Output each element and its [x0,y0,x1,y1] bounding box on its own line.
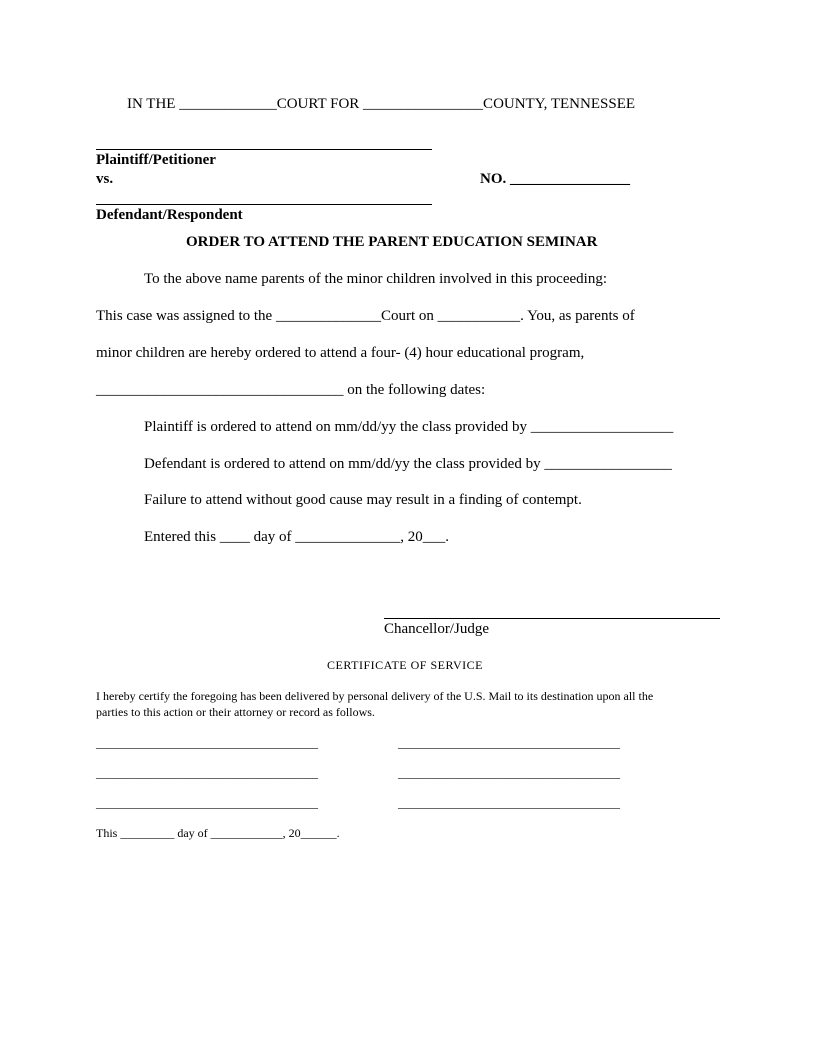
service-blank-right: _____________________________________ [398,766,620,780]
plaintiff-signature-rule [96,149,432,150]
judge-signature-label: Chancellor/Judge [384,621,489,637]
service-blank-left: _____________________________________ [96,766,318,780]
court-header-line: IN THE _____________COURT FOR ________________COUNTY, TENNESSEE [127,96,636,112]
order-title: ORDER TO ATTEND THE PARENT EDUCATION SEMINAR [186,234,598,250]
defendant-label: Defendant/Respondent [96,207,243,223]
service-blank-right: _____________________________________ [398,736,620,750]
order-line-program: minor children are hereby ordered to attend a four- (4) hour educational program, [96,345,585,361]
plaintiff-label: Plaintiff/Petitioner [96,152,216,168]
order-line-dates: _________________________________ on the following dates: [96,382,486,398]
defendant-signature-rule [96,204,432,205]
order-line-assignment: This case was assigned to the ______________Court on ___________. You, as parents of [96,308,635,324]
order-line-defendant: Defendant is ordered to attend on mm/dd/yy the class provided by _________________ [144,456,672,472]
judge-signature-rule [384,618,720,619]
versus-label: vs. [96,171,114,187]
order-line-plaintiff: Plaintiff is ordered to attend on mm/dd/yy the class provided by ___________________ [144,419,674,435]
service-blank-left: _____________________________________ [96,796,318,810]
order-line-contempt: Failure to attend without good cause may result in a finding of contempt. [144,492,582,508]
order-line-entered: Entered this ____ day of ______________, 20___. [144,529,449,545]
certificate-title: CERTIFICATE OF SERVICE [327,658,483,672]
certificate-date-line: This _________ day of ____________, 20______. [96,826,340,840]
certificate-text-line-2: parties to this action or their attorney or record as follows. [96,705,375,719]
order-line-intro: To the above name parents of the minor children involved in this proceeding: [144,271,607,287]
service-blank-left: _____________________________________ [96,736,318,750]
case-number-field: NO. ________________ [480,171,630,187]
service-blank-right: _____________________________________ [398,796,620,810]
certificate-text-line-1: I hereby certify the foregoing has been delivered by personal delivery of the U.S. Mail to its destination upon all the [96,689,654,703]
